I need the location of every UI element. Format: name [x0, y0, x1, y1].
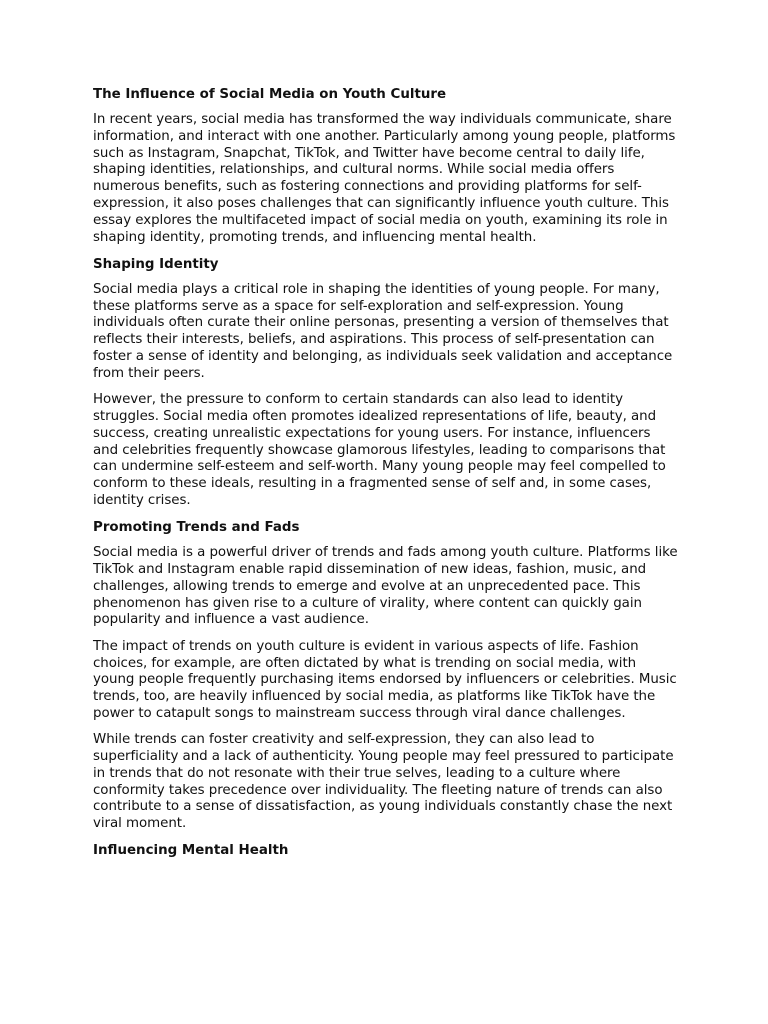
document-page [93, 86, 678, 868]
section-heading-mental-health: Influencing Mental Health [93, 843, 289, 859]
document-title: The Influence of Social Media on Youth Culture [93, 87, 447, 102]
intro-paragraph: In recent years, social media has transformed the way individuals communicate, share information, and interact with one another. Particularly among young people, platforms such as Instagram, Snapchat, TikTok, and Twitter have become central to daily life, shaping identities, relationships, and cultural norms. While social media offers numerous benefits, such as fostering connections and providing platforms for self-expression, it also poses challenges that can significantly influence youth culture. This essay explores the multifaceted impact of social media on youth, examining its role in shaping identity, promoting trends, and influencing mental health. [93, 112, 676, 245]
paragraph: However, the pressure to conform to certain standards can also lead to identity struggles. Social media often promotes idealized representations of life, beauty, and success, creating unrealistic expectations for young users. For instance, influencers and celebrities frequently showcase glamorous lifestyles, leading to comparisons that can undermine self-esteem and self-worth. Many young people may feel compelled to conform to these ideals, resulting in a fragmented sense of self and, in some cases, identity crises. [93, 392, 666, 508]
section-heading-shaping-identity: Shaping Identity [93, 256, 219, 272]
paragraph: Social media is a powerful driver of trends and fads among youth culture. Platforms like TikTok and Instagram enable rapid dissemination of new ideas, fashion, music, and challenges, allowing trends to emerge and evolve at an unprecedented pace. This phenomenon has given rise to a culture of virality, where content can quickly gain popularity and influence a vast audience. [93, 545, 678, 628]
paragraph: The impact of trends on youth culture is evident in various aspects of life. Fashion choices, for example, are often dictated by what is trending on social media, with young people frequently purchasing items endorsed by influencers or celebrities. Music trends, too, are heavily influenced by social media, as platforms like TikTok have the power to catapult songs to mainstream success through viral dance challenges. [93, 638, 677, 721]
section-heading-promoting-trends: Promoting Trends and Fads [93, 520, 300, 536]
paragraph: Social media plays a critical role in shaping the identities of young people. For many, these platforms serve as a space for self-exploration and self-expression. Young individuals often curate their online personas, presenting a version of themselves that reflects their interests, beliefs, and aspirations. This process of self-presentation can foster a sense of identity and belonging, as individuals seek validation and acceptance from their peers. [93, 281, 673, 381]
paragraph: While trends can foster creativity and self-expression, they can also lead to superficiality and a lack of authenticity. Young people may feel pressured to participate in trends that do not resonate with their true selves, leading to a culture where conformity takes precedence over individuality. The fleeting nature of trends can also contribute to a sense of dissatisfaction, as young individuals constantly chase the next viral moment. [93, 732, 674, 832]
